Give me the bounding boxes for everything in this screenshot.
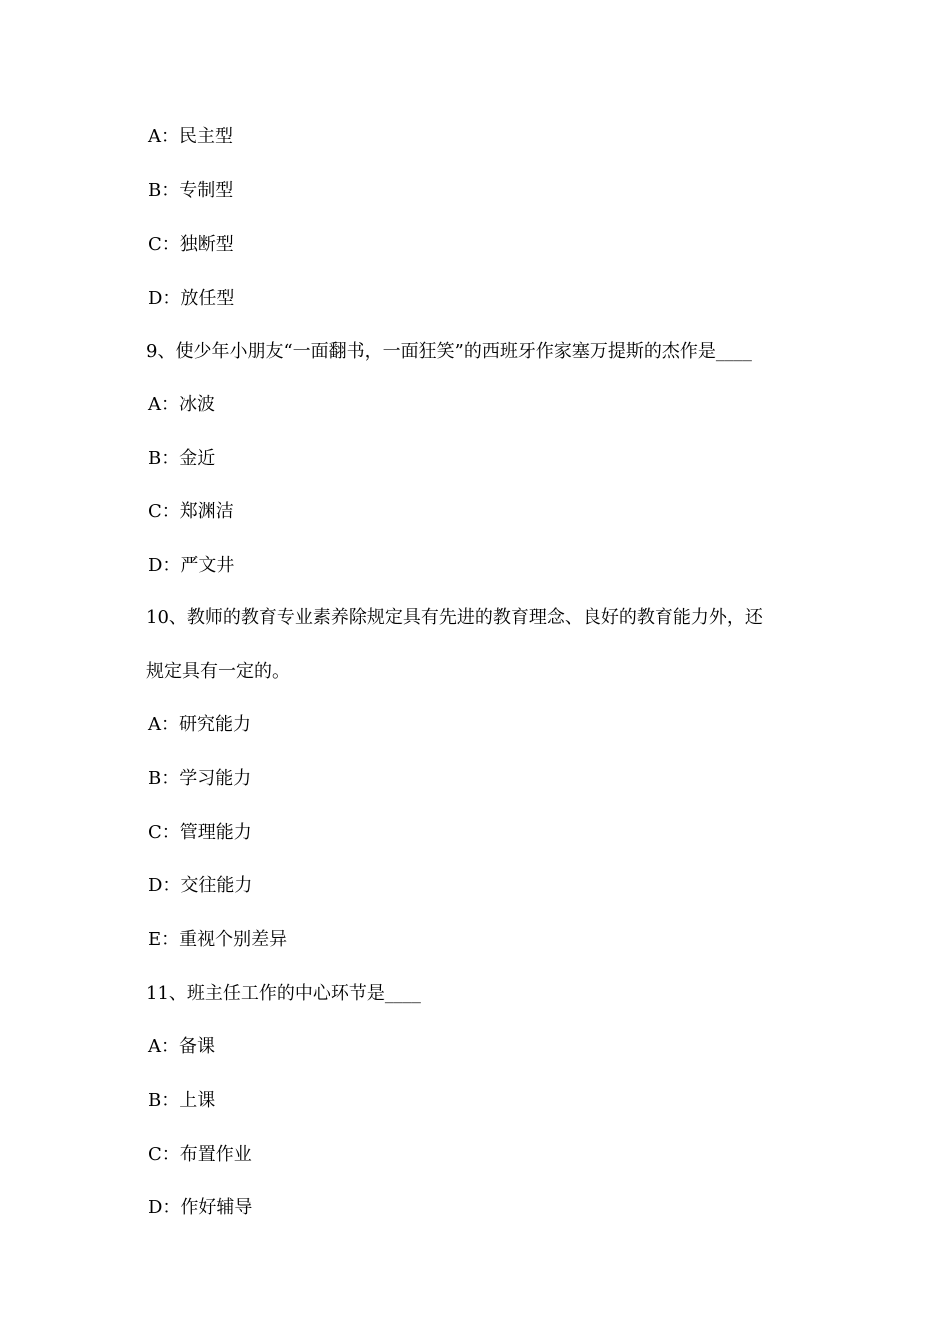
q11-option-c: C：布置作业 <box>148 1144 252 1165</box>
q9-option-d: D：严文井 <box>148 555 235 576</box>
q9-option-b: B：金近 <box>148 448 216 469</box>
q10-question-line2: 规定具有一定的。 <box>146 661 290 682</box>
q11-option-d: D：作好辅导 <box>148 1197 253 1218</box>
q8-option-c: C：独断型 <box>148 234 234 255</box>
q8-option-b: B：专制型 <box>148 180 234 201</box>
q9-question: 9、使少年小朋友“一面翻书，一面狂笑”的西班牙作家塞万提斯的杰作是____ <box>146 341 752 362</box>
q10-option-b: B：学习能力 <box>148 768 252 789</box>
q8-option-d: D：放任型 <box>148 288 235 309</box>
q11-option-b: B：上课 <box>148 1090 216 1111</box>
q11-question: 11、班主任工作的中心环节是____ <box>146 983 421 1004</box>
q10-question-line1: 10、教师的教育专业素养除规定具有先进的教育理念、良好的教育能力外，还 <box>146 607 763 628</box>
q10-option-a: A：研究能力 <box>148 714 251 735</box>
q10-option-c: C：管理能力 <box>148 822 252 843</box>
q11-option-a: A：备课 <box>148 1036 215 1057</box>
q9-option-c: C：郑渊洁 <box>148 501 234 522</box>
q10-option-d: D：交往能力 <box>148 875 253 896</box>
q10-option-e: E：重视个别差异 <box>148 929 288 950</box>
q9-option-a: A：冰波 <box>148 394 215 415</box>
q8-option-a: A：民主型 <box>148 126 233 147</box>
